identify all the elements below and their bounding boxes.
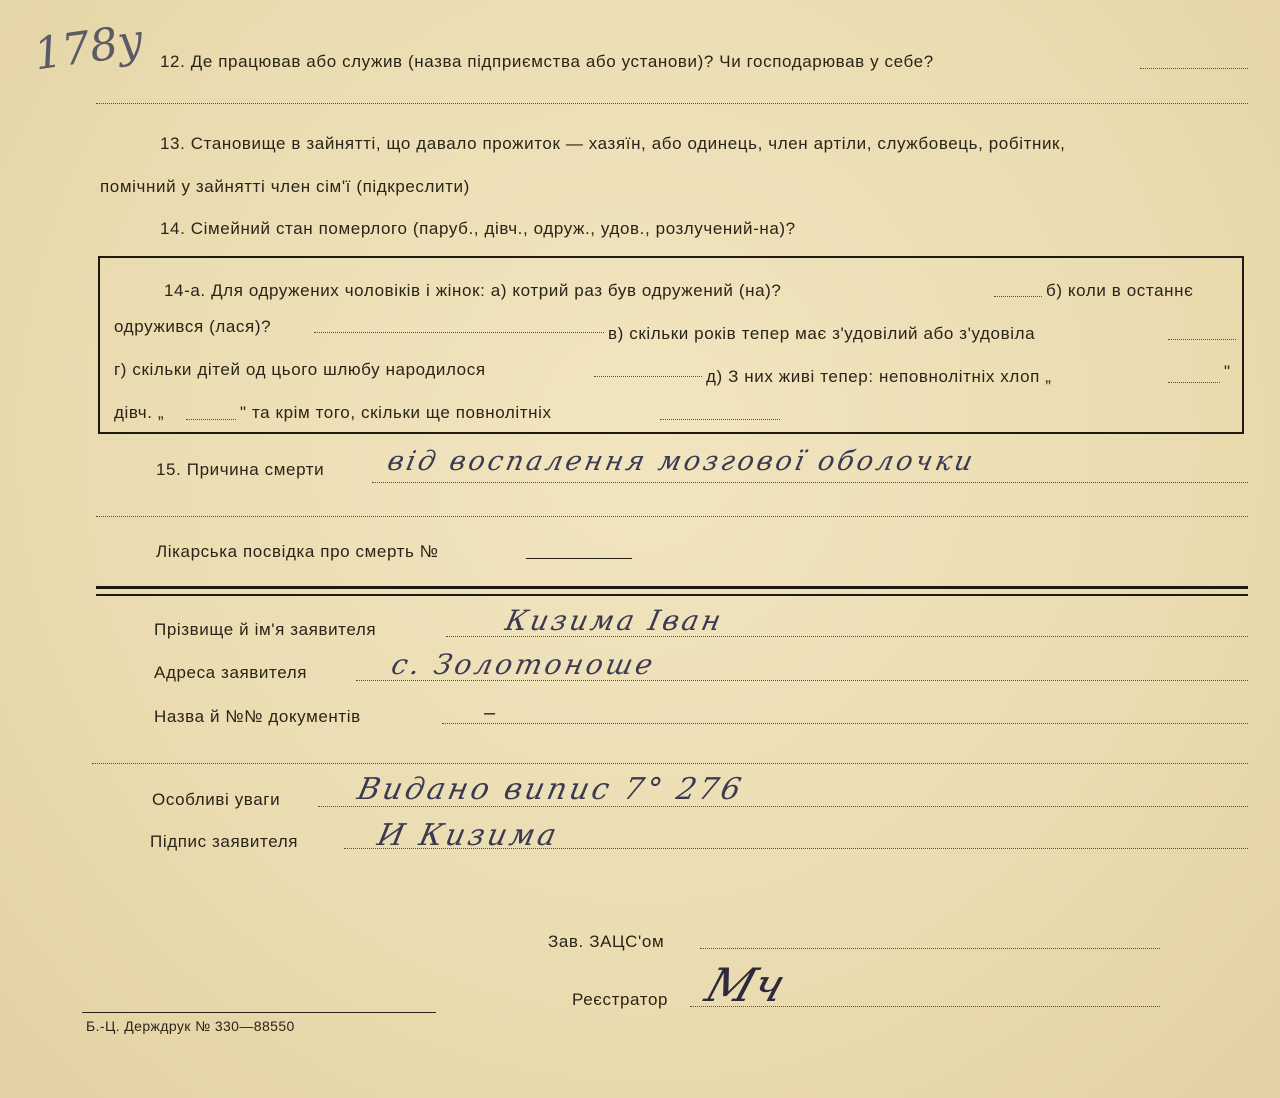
double-rule-bottom: [96, 594, 1248, 596]
q15-answer-line: [372, 482, 1248, 483]
q14a-line-2a: одружився (лася)?: [114, 317, 272, 336]
q14a-adults-line: [660, 419, 780, 420]
archive-number: 178у: [30, 14, 147, 81]
q14a-widowed-years-line: [1168, 339, 1236, 340]
registrar-label: Реєстратор: [572, 990, 669, 1009]
q14a-last-married-line: [314, 332, 604, 333]
special-notes-handwritten: Видано випис 7° 276: [354, 772, 748, 807]
documents-line: [442, 723, 1248, 724]
q14a-line-4b: " та крім того, скільки ще повнолітніх: [240, 403, 552, 422]
q14a-line-2b: в) скільки років тепер має з'удовілий або з'удовіла: [608, 324, 1036, 343]
double-rule-top: [96, 586, 1248, 589]
applicant-signature-handwritten: И Кизима: [374, 818, 563, 853]
q15-label: 15. Причина смерти: [156, 460, 325, 479]
applicant-address-handwritten: с. Золотоноше: [388, 648, 659, 681]
medical-certificate-label: Лікарська посвідка про смерть №: [156, 542, 439, 561]
applicant-name-handwritten: Кизима Іван: [502, 604, 727, 637]
q14a-line-4a: дівч. „: [114, 403, 165, 422]
q12-dotted-line: [1140, 68, 1248, 69]
special-notes-label: Особливі уваги: [152, 790, 281, 809]
q12-answer-line: [96, 103, 1248, 104]
applicant-name-label: Прізвище й ім'я заявителя: [154, 620, 377, 639]
applicant-address-label: Адреса заявителя: [154, 663, 308, 682]
q15-cause-handwritten: від воспалення мозгової оболочки: [384, 446, 979, 477]
q15-second-line: [96, 516, 1248, 517]
q14a-line-3c: ": [1224, 362, 1231, 381]
q14a-minor-boys-line: [1168, 382, 1220, 383]
q14a-line-1a: 14-а. Для одружених чоловіків і жінок: а) котрий раз був одружений (на)?: [164, 281, 782, 300]
zags-head-line: [700, 948, 1160, 949]
q14a-line-3b: д) З них живі тепер: неповнолітніх хлоп „: [706, 367, 1052, 386]
documents-value: –: [484, 702, 496, 724]
registrar-signature: Мч: [699, 958, 793, 1012]
documents-label: Назва й №№ документів: [154, 707, 361, 726]
q14a-line-3a: г) скільки дітей од цього шлюбу народилося: [114, 360, 486, 379]
q14a-times-married-line: [994, 296, 1042, 297]
question-12: 12. Де працював або служив (назва підприємства або установи)? Чи господарював у себе?: [160, 52, 934, 71]
medical-certificate-line: [526, 558, 632, 559]
q14a-minor-girls-line: [186, 419, 236, 420]
q14a-line-1b: б) коли в останнє: [1046, 281, 1194, 300]
question-13-line-2: помічний у зайнятті член сім'ї (підкреслити): [100, 177, 470, 196]
footer-rule: [82, 1012, 436, 1013]
printer-imprint: Б.-Ц. Держдрук № 330—88550: [86, 1018, 295, 1034]
documents-second-line: [92, 763, 1248, 764]
zags-head-label: Зав. ЗАЦС'ом: [548, 932, 665, 951]
applicant-signature-label: Підпис заявителя: [150, 832, 299, 851]
question-14: 14. Сімейний стан померлого (паруб., дівч., одруж., удов., розлучений-на)?: [160, 219, 796, 238]
question-13-line-1: 13. Становище в зайнятті, що давало прожиток — хазяїн, або одинець, член артіли, службовець, робітник,: [160, 134, 1066, 153]
q14a-children-line: [594, 376, 702, 377]
